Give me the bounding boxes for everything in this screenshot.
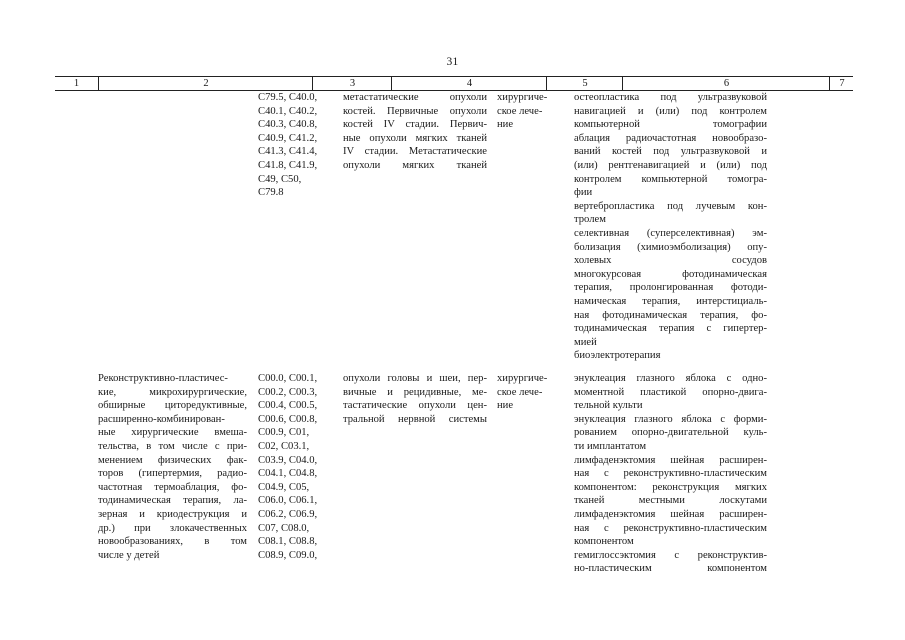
cell-line: ние <box>497 400 514 412</box>
cell-line: C00.4, C00.5, <box>258 400 318 412</box>
cell-line: лимфаденэктомия шейная расширен- <box>574 508 767 520</box>
row2-intervention-name <box>98 372 247 562</box>
cell-line: C00.9, C01, <box>258 427 310 439</box>
cell-line: C02, C03.1, <box>258 440 310 452</box>
cell-line: зерная и криодеструкция и <box>98 508 247 520</box>
cell-line: остеопластика под ультразвуковой <box>574 92 767 103</box>
cell-line: тельства, в том числе с при- <box>98 440 247 452</box>
cell-line: аблация радиочастотная новообразо- <box>574 132 767 144</box>
cell-line: компонентом <box>574 536 634 548</box>
cell-line: C00.6, C00.8, <box>258 413 318 425</box>
cell-line: C41.3, C41.4, <box>258 146 318 158</box>
cell-line: C40.3, C40.8, <box>258 119 318 131</box>
cell-line: энуклеация глазного яблока с форми- <box>574 413 767 425</box>
header-col-4: 4 <box>391 77 547 90</box>
cell-line: костей IV стадии. Первич- <box>343 119 487 131</box>
cell-line: IV стадии. Метастатические <box>343 146 487 158</box>
row1-diagnosis <box>343 91 487 173</box>
cell-line: компонентом: реконструкция мягких <box>574 481 767 493</box>
cell-line: ваний костей под ультразвуковой и <box>574 146 767 158</box>
header-col-5: 5 <box>546 77 623 90</box>
cell-line: ти имплантатом <box>574 440 647 452</box>
header-col-1: 1 <box>73 78 80 89</box>
header-col-6: 6 <box>622 77 830 90</box>
row2-diagnosis <box>343 372 487 426</box>
cell-line: C40.1, C40.2, <box>258 105 318 117</box>
cell-line: C00.2, C00.3, <box>258 386 318 398</box>
cell-line: C07, C08.0, <box>258 522 310 534</box>
cell-line: компьютерной томографии <box>574 119 767 131</box>
cell-line: C79.5, C40.0, <box>258 92 318 103</box>
cell-line: ние <box>497 119 514 131</box>
cell-line: контролем компьютерной томогра- <box>574 173 767 185</box>
table-header-row <box>55 76 853 91</box>
cell-line: C00.0, C00.1, <box>258 373 318 384</box>
cell-line: тканей местными лоскутами <box>574 495 767 507</box>
cell-line: биоэлектротерапия <box>574 350 661 362</box>
cell-line: мией <box>574 336 597 348</box>
cell-line: (или) рентгенавигацией и (или) под <box>574 159 767 171</box>
cell-line: C03.9, C04.0, <box>258 454 318 466</box>
cell-line: тролем <box>574 214 606 226</box>
cell-line: опухоли головы и шеи, пер- <box>343 373 487 384</box>
cell-line: C41.8, C41.9, <box>258 159 318 171</box>
cell-line: C79.8 <box>258 187 284 199</box>
cell-line: C49, C50, <box>258 173 302 185</box>
row1-icd-codes <box>258 91 332 200</box>
cell-line: навигацией и (или) под контролем <box>574 105 767 117</box>
cell-line: опухоли мягких тканей <box>343 159 487 171</box>
cell-line: вичные и рецидивные, ме- <box>343 386 487 398</box>
cell-line: расширенно-комбинирован- <box>98 413 225 425</box>
cell-line: C08.1, C08.8, <box>258 536 318 548</box>
cell-line: холевых сосудов <box>574 255 767 267</box>
cell-line: хирургиче- <box>497 373 548 384</box>
cell-line: C08.9, C09.0, <box>258 549 318 561</box>
cell-line: хирургиче- <box>497 92 548 103</box>
page-number: 31 <box>446 56 459 68</box>
row2-icd-codes <box>258 372 332 562</box>
cell-line: тельной культи <box>574 400 643 412</box>
cell-line: намическая терапия, интерстициаль- <box>574 295 767 307</box>
header-col-2: 2 <box>98 77 313 90</box>
header-col-3: 3 <box>312 77 392 90</box>
cell-line: болизация (химиоэмболизация) опу- <box>574 241 767 253</box>
cell-line: но-пластическим компонентом <box>574 563 767 575</box>
cell-line: энуклеация глазного яблока с одно- <box>574 373 767 384</box>
cell-line: ная с реконструктивно-пластическим <box>574 468 767 480</box>
cell-line: тодинамическая терапия с гипертер- <box>574 323 767 335</box>
cell-line: C04.1, C04.8, <box>258 468 318 480</box>
cell-line: менением физических фак- <box>98 454 247 466</box>
cell-line: многокурсовая фотодинамическая <box>574 268 767 280</box>
cell-line: C04.9, C05, <box>258 481 310 493</box>
cell-line: торов (гипертермия, радио- <box>98 468 247 480</box>
cell-line: ная фотодинамическая терапия, фо- <box>574 309 767 321</box>
cell-line: вертебропластика под лучевым кон- <box>574 200 767 212</box>
cell-line: ные хирургические вмеша- <box>98 427 247 439</box>
cell-line: тральной нервной системы <box>343 413 487 425</box>
cell-line: тастатические опухоли цен- <box>343 400 487 412</box>
cell-line: кие, микрохирургические, <box>98 386 247 398</box>
cell-line: тодинамическая терапия, ла- <box>98 495 247 507</box>
cell-line: лимфаденэктомия шейная расширен- <box>574 454 767 466</box>
row1-treatment-type <box>497 91 562 132</box>
row2-treatment-methods <box>574 372 767 576</box>
cell-line: рованием опорно-двигательной куль- <box>574 427 767 439</box>
cell-line: Реконструктивно-пластичес- <box>98 373 228 384</box>
cell-line: моментной пластикой опорно-двига- <box>574 386 767 398</box>
header-col-7: 7 <box>829 77 854 90</box>
cell-line: ная с реконструктивно-пластическим <box>574 522 767 534</box>
cell-line: гемиглоссэктомия с реконструктив- <box>574 549 767 561</box>
cell-line: новообразованиях, в том <box>98 536 247 548</box>
cell-line: C06.2, C06.9, <box>258 508 318 520</box>
cell-line: ское лече- <box>497 105 543 117</box>
cell-line: C06.0, C06.1, <box>258 495 318 507</box>
cell-line: ское лече- <box>497 386 543 398</box>
cell-line: фии <box>574 187 593 199</box>
cell-line: C40.9, C41.2, <box>258 132 318 144</box>
row1-treatment-methods <box>574 91 767 363</box>
cell-line: костей. Первичные опухоли <box>343 105 487 117</box>
cell-line: обширные циторедуктивные, <box>98 400 247 412</box>
cell-line: терапия, пролонгированная фотоди- <box>574 282 767 294</box>
cell-line: др.) при злокачественных <box>98 522 247 534</box>
cell-line: частотная термоаблация, фо- <box>98 481 247 493</box>
cell-line: числе у детей <box>98 549 160 561</box>
cell-line: селективная (суперселективная) эм- <box>574 227 767 239</box>
cell-line: ные опухоли мягких тканей <box>343 132 487 144</box>
row2-treatment-type <box>497 372 562 413</box>
cell-line: метастатические опухоли <box>343 92 487 103</box>
